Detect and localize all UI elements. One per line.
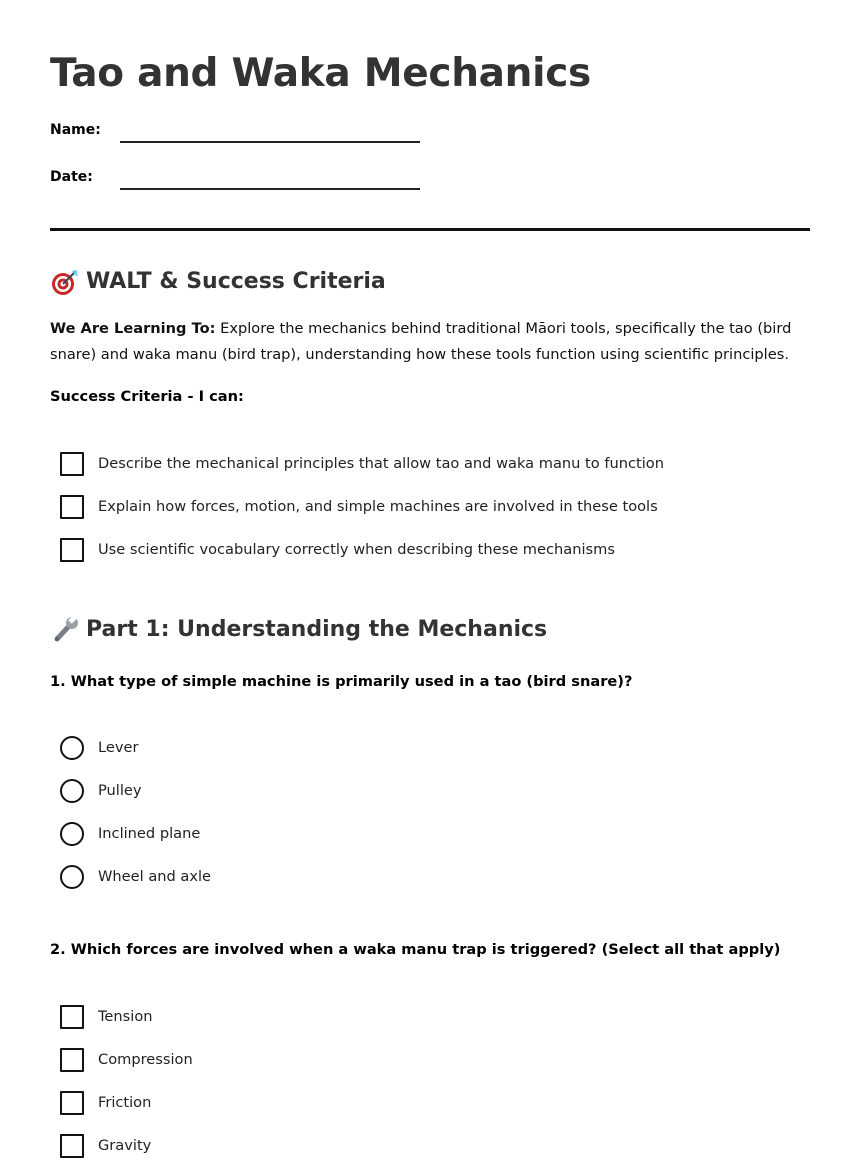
q1-radio[interactable] xyxy=(60,736,84,760)
q2-checkbox[interactable] xyxy=(60,1005,84,1029)
walt-heading-text: WALT & Success Criteria xyxy=(86,269,386,294)
target-icon xyxy=(50,267,80,297)
q2-option-label: Gravity xyxy=(98,1137,152,1154)
name-input-line[interactable] xyxy=(120,141,420,143)
learning-label: We Are Learning To: xyxy=(50,320,216,337)
date-label: Date: xyxy=(50,169,93,185)
q2-checkbox[interactable] xyxy=(60,1091,84,1115)
q1-option-label: Lever xyxy=(98,739,139,756)
q2-option[interactable] xyxy=(60,1134,760,1160)
q2-checkbox[interactable] xyxy=(60,1048,84,1072)
date-input-line[interactable] xyxy=(120,188,420,190)
criteria-label: Explain how forces, motion, and simple machines are involved in these tools xyxy=(98,498,658,515)
q1-option[interactable] xyxy=(60,779,760,805)
part1-section-heading xyxy=(50,615,547,645)
walt-section-heading xyxy=(50,267,386,297)
page-title: Tao and Waka Mechanics xyxy=(50,51,591,96)
name-field[interactable] xyxy=(50,122,470,148)
date-field[interactable] xyxy=(50,169,470,195)
criteria-checkbox[interactable] xyxy=(60,538,84,562)
q2-option-label: Compression xyxy=(98,1051,193,1068)
criteria-item[interactable] xyxy=(60,495,760,521)
criteria-item[interactable] xyxy=(60,452,760,478)
q2-option[interactable] xyxy=(60,1091,760,1117)
criteria-label: Describe the mechanical principles that allow tao and waka manu to function xyxy=(98,455,664,472)
q2-option-label: Tension xyxy=(98,1008,153,1025)
q2-option-label: Friction xyxy=(98,1094,152,1111)
criteria-checkbox[interactable] xyxy=(60,495,84,519)
q2-checkbox[interactable] xyxy=(60,1134,84,1158)
criteria-item[interactable] xyxy=(60,538,760,564)
q2-option[interactable] xyxy=(60,1005,760,1031)
success-criteria-heading: Success Criteria - I can: xyxy=(50,388,244,405)
q1-option-label: Wheel and axle xyxy=(98,868,212,885)
learning-intention xyxy=(50,316,810,368)
criteria-checkbox[interactable] xyxy=(60,452,84,476)
learning-text: Explore the mechanics behind traditional Māori tools, specifically the tao (bird snare) and waka manu (bird trap), understanding how these tools function using scientific principles. xyxy=(50,320,792,363)
q1-option[interactable] xyxy=(60,822,760,848)
part1-heading-text: Part 1: Understanding the Mechanics xyxy=(86,617,548,642)
q1-radio[interactable] xyxy=(60,779,84,803)
q1-radio[interactable] xyxy=(60,865,84,889)
q1-radio[interactable] xyxy=(60,822,84,846)
q1-option-label: Inclined plane xyxy=(98,825,201,842)
wrench-icon xyxy=(50,615,80,645)
header-divider xyxy=(50,228,810,231)
q2-option[interactable] xyxy=(60,1048,760,1074)
question-1-text: 1. What type of simple machine is primarily used in a tao (bird snare)? xyxy=(50,673,633,690)
q1-option-label: Pulley xyxy=(98,782,142,799)
criteria-label: Use scientific vocabulary correctly when describing these mechanisms xyxy=(98,541,615,558)
q1-option[interactable] xyxy=(60,865,760,891)
name-label: Name: xyxy=(50,122,101,138)
question-2-text: 2. Which forces are involved when a waka manu trap is triggered? (Select all that apply) xyxy=(50,941,781,958)
q1-option[interactable] xyxy=(60,736,760,762)
